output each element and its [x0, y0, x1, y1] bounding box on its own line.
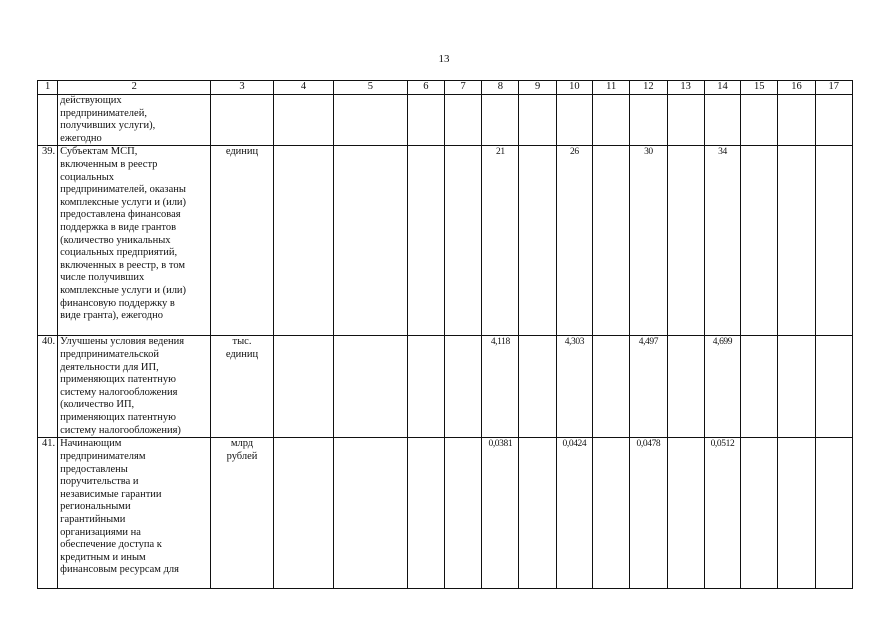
column-header: 17	[815, 81, 852, 95]
table-cell	[519, 146, 556, 336]
table-cell	[593, 336, 630, 438]
table-cell	[407, 336, 444, 438]
table-cell	[815, 146, 852, 336]
value-col-8: 4,118	[482, 336, 519, 438]
table-cell	[815, 95, 852, 146]
table-cell	[667, 146, 704, 336]
table-cell	[334, 95, 408, 146]
table-cell	[444, 95, 481, 146]
page-number: 13	[438, 53, 450, 65]
value-col-14	[704, 95, 740, 146]
table-cell	[741, 336, 778, 438]
table-cell	[519, 336, 556, 438]
unit-of-measure: тыс. единиц	[211, 336, 273, 438]
table-cell	[667, 438, 704, 589]
table-row	[38, 146, 853, 336]
table-cell	[273, 438, 333, 589]
value-col-12: 0,0478	[630, 438, 667, 589]
indicator-name: Субъектам МСП, включенным в реестр социальных предпринимателей, оказаны комплексные услуги и (или) предоставлена финансовая поддержка в виде грантов (количество уникальных социальных предприятий, включенных в реестр, в том числе получивших комплексные услуги и (или) финансовую поддержку в виде гранта), ежегодно	[58, 146, 211, 336]
table-cell	[273, 336, 333, 438]
table-cell	[334, 146, 408, 336]
table-cell	[741, 438, 778, 589]
value-col-14: 0,0512	[704, 438, 740, 589]
table-cell	[444, 336, 481, 438]
column-header: 5	[334, 81, 408, 95]
table-cell	[444, 438, 481, 589]
column-header: 4	[273, 81, 333, 95]
column-header: 10	[556, 81, 592, 95]
indicators-table	[37, 80, 853, 589]
table-cell	[334, 438, 408, 589]
table-cell	[778, 336, 815, 438]
value-col-10: 4,303	[556, 336, 592, 438]
table-cell	[593, 438, 630, 589]
unit-of-measure: млрд рублей	[211, 438, 273, 589]
header-row	[38, 81, 853, 95]
row-number: 40.	[38, 336, 58, 438]
table-row	[38, 95, 853, 146]
table-cell	[407, 95, 444, 146]
row-number: 39.	[38, 146, 58, 336]
table-cell	[741, 146, 778, 336]
table-cell	[407, 438, 444, 589]
column-header: 8	[482, 81, 519, 95]
row-number	[38, 95, 58, 146]
table-cell	[741, 95, 778, 146]
table-cell	[519, 95, 556, 146]
value-col-8: 21	[482, 146, 519, 336]
value-col-14: 34	[704, 146, 740, 336]
value-col-10: 0,0424	[556, 438, 592, 589]
column-header: 11	[593, 81, 630, 95]
value-col-12: 4,497	[630, 336, 667, 438]
column-header: 3	[211, 81, 273, 95]
column-header: 6	[407, 81, 444, 95]
table-cell	[778, 146, 815, 336]
column-header: 13	[667, 81, 704, 95]
value-col-10	[556, 95, 592, 146]
table-cell	[273, 95, 333, 146]
column-header: 15	[741, 81, 778, 95]
column-header: 7	[444, 81, 481, 95]
value-col-8: 0,0381	[482, 438, 519, 589]
column-header: 16	[778, 81, 815, 95]
table-cell	[444, 146, 481, 336]
value-col-8	[482, 95, 519, 146]
column-header: 9	[519, 81, 556, 95]
column-header: 2	[58, 81, 211, 95]
unit-of-measure: единиц	[211, 146, 273, 336]
table-cell	[778, 95, 815, 146]
table-cell	[778, 438, 815, 589]
indicator-name: Улучшены условия ведения предпринимательской деятельности для ИП, применяющих патентную систему налогообложения (количество ИП, применяющих патентную систему налогообложения)	[58, 336, 211, 438]
column-header: 14	[704, 81, 740, 95]
column-header: 12	[630, 81, 667, 95]
table-row	[38, 438, 853, 589]
value-col-12: 30	[630, 146, 667, 336]
unit-of-measure	[211, 95, 273, 146]
table-cell	[519, 438, 556, 589]
table-row	[38, 336, 853, 438]
indicator-name: действующих предпринимателей, получивших услуги), ежегодно	[58, 95, 211, 146]
value-col-14: 4,699	[704, 336, 740, 438]
column-header: 1	[38, 81, 58, 95]
table-cell	[593, 146, 630, 336]
table-cell	[815, 336, 852, 438]
table-cell	[667, 95, 704, 146]
value-col-10: 26	[556, 146, 592, 336]
table-cell	[273, 146, 333, 336]
indicator-name: Начинающим предпринимателям предоставлены поручительства и независимые гарантии региональными гарантийными организациями на обеспечение доступа к кредитным и иным финансовым ресурсам для	[58, 438, 211, 589]
table-cell	[593, 95, 630, 146]
table-cell	[815, 438, 852, 589]
row-number: 41.	[38, 438, 58, 589]
table-cell	[667, 336, 704, 438]
table-cell	[407, 146, 444, 336]
table-cell	[334, 336, 408, 438]
value-col-12	[630, 95, 667, 146]
